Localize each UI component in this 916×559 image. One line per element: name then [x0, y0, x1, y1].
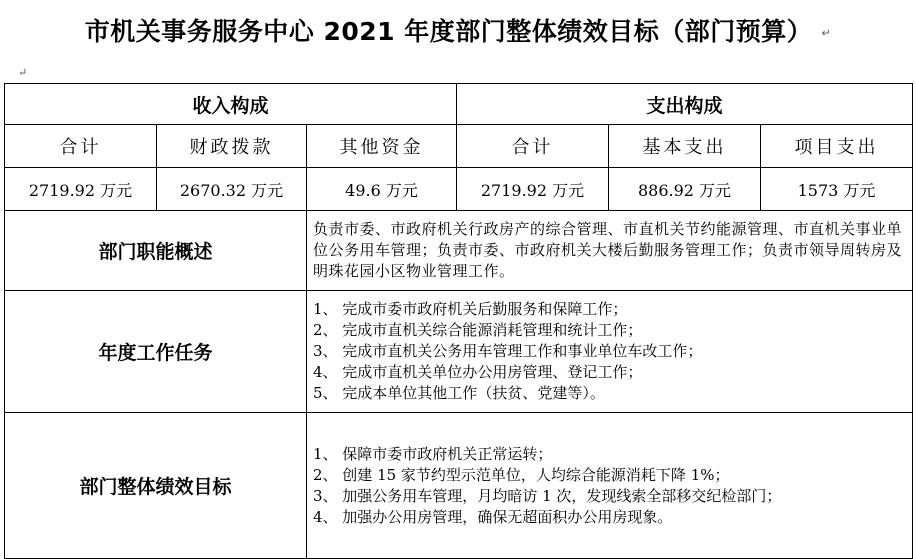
income-fiscal-value: 2670.32 万元: [157, 168, 307, 211]
functions-text: 负责市委、市政府机关行政房产的综合管理、市直机关节约能源管理、市直机关事业单位公务用车管理；负责市委、市政府机关大楼后勤服务管理工作；负责市领导周转房及明珠花园小区物业管理工作。: [307, 211, 913, 291]
goal-item-4: 4、 加强办公用房管理，确保无超面积办公用房现象。: [313, 507, 673, 526]
expense-basic-label: 基本支出: [609, 125, 761, 168]
goal-item-1: 1、 保障市委市政府机关正常运转；: [313, 444, 553, 463]
tasks-label: 年度工作任务: [5, 291, 307, 413]
task-item-5: 5、 完成本单位其他工作（扶贫、党建等）。: [313, 384, 605, 402]
income-total-value: 2719.92 万元: [5, 168, 157, 211]
goal-item-3: 3、 加强公务用车管理，月均暗访 1 次，发现线索全部移交纪检部门；: [313, 486, 782, 505]
expense-header: 支出构成: [457, 84, 913, 125]
expense-project-label: 项目支出: [761, 125, 913, 168]
task-item-4: 4、 完成市直机关单位办公用房管理、登记工作；: [313, 363, 643, 381]
goals-list: [307, 413, 913, 559]
expense-basic-value: 886.92 万元: [609, 168, 761, 211]
income-other-label: 其他资金: [307, 125, 457, 168]
expense-project-value: 1573 万元: [761, 168, 913, 211]
goal-item-2: 2、 创建 15 家节约型示范单位，人均综合能源消耗下降 1%；: [313, 465, 730, 484]
tasks-list: [307, 291, 913, 413]
income-fiscal-label: 财政拨款: [157, 125, 307, 168]
task-item-2: 2、 完成市直机关综合能源消耗管理和统计工作；: [313, 321, 643, 339]
expense-total-label: 合计: [457, 125, 609, 168]
paragraph-mark: ↵: [18, 66, 28, 79]
return-mark: ↵: [821, 26, 832, 40]
expense-total-value: 2719.92 万元: [457, 168, 609, 211]
income-header: 收入构成: [5, 84, 457, 125]
income-total-label: 合计: [5, 125, 157, 168]
goals-label: 部门整体绩效目标: [5, 413, 307, 559]
title-text: 市机关事务服务中心 2021 年度部门整体绩效目标（部门预算）: [84, 17, 813, 46]
task-item-3: 3、 完成市直机关公务用车管理工作和事业单位车改工作；: [313, 342, 703, 360]
task-item-1: 1、 完成市委市政府机关后勤服务和保障工作；: [313, 300, 628, 318]
document-title: [0, 12, 916, 48]
performance-table: [4, 83, 913, 559]
income-other-value: 49.6 万元: [307, 168, 457, 211]
functions-label: 部门职能概述: [5, 211, 307, 291]
